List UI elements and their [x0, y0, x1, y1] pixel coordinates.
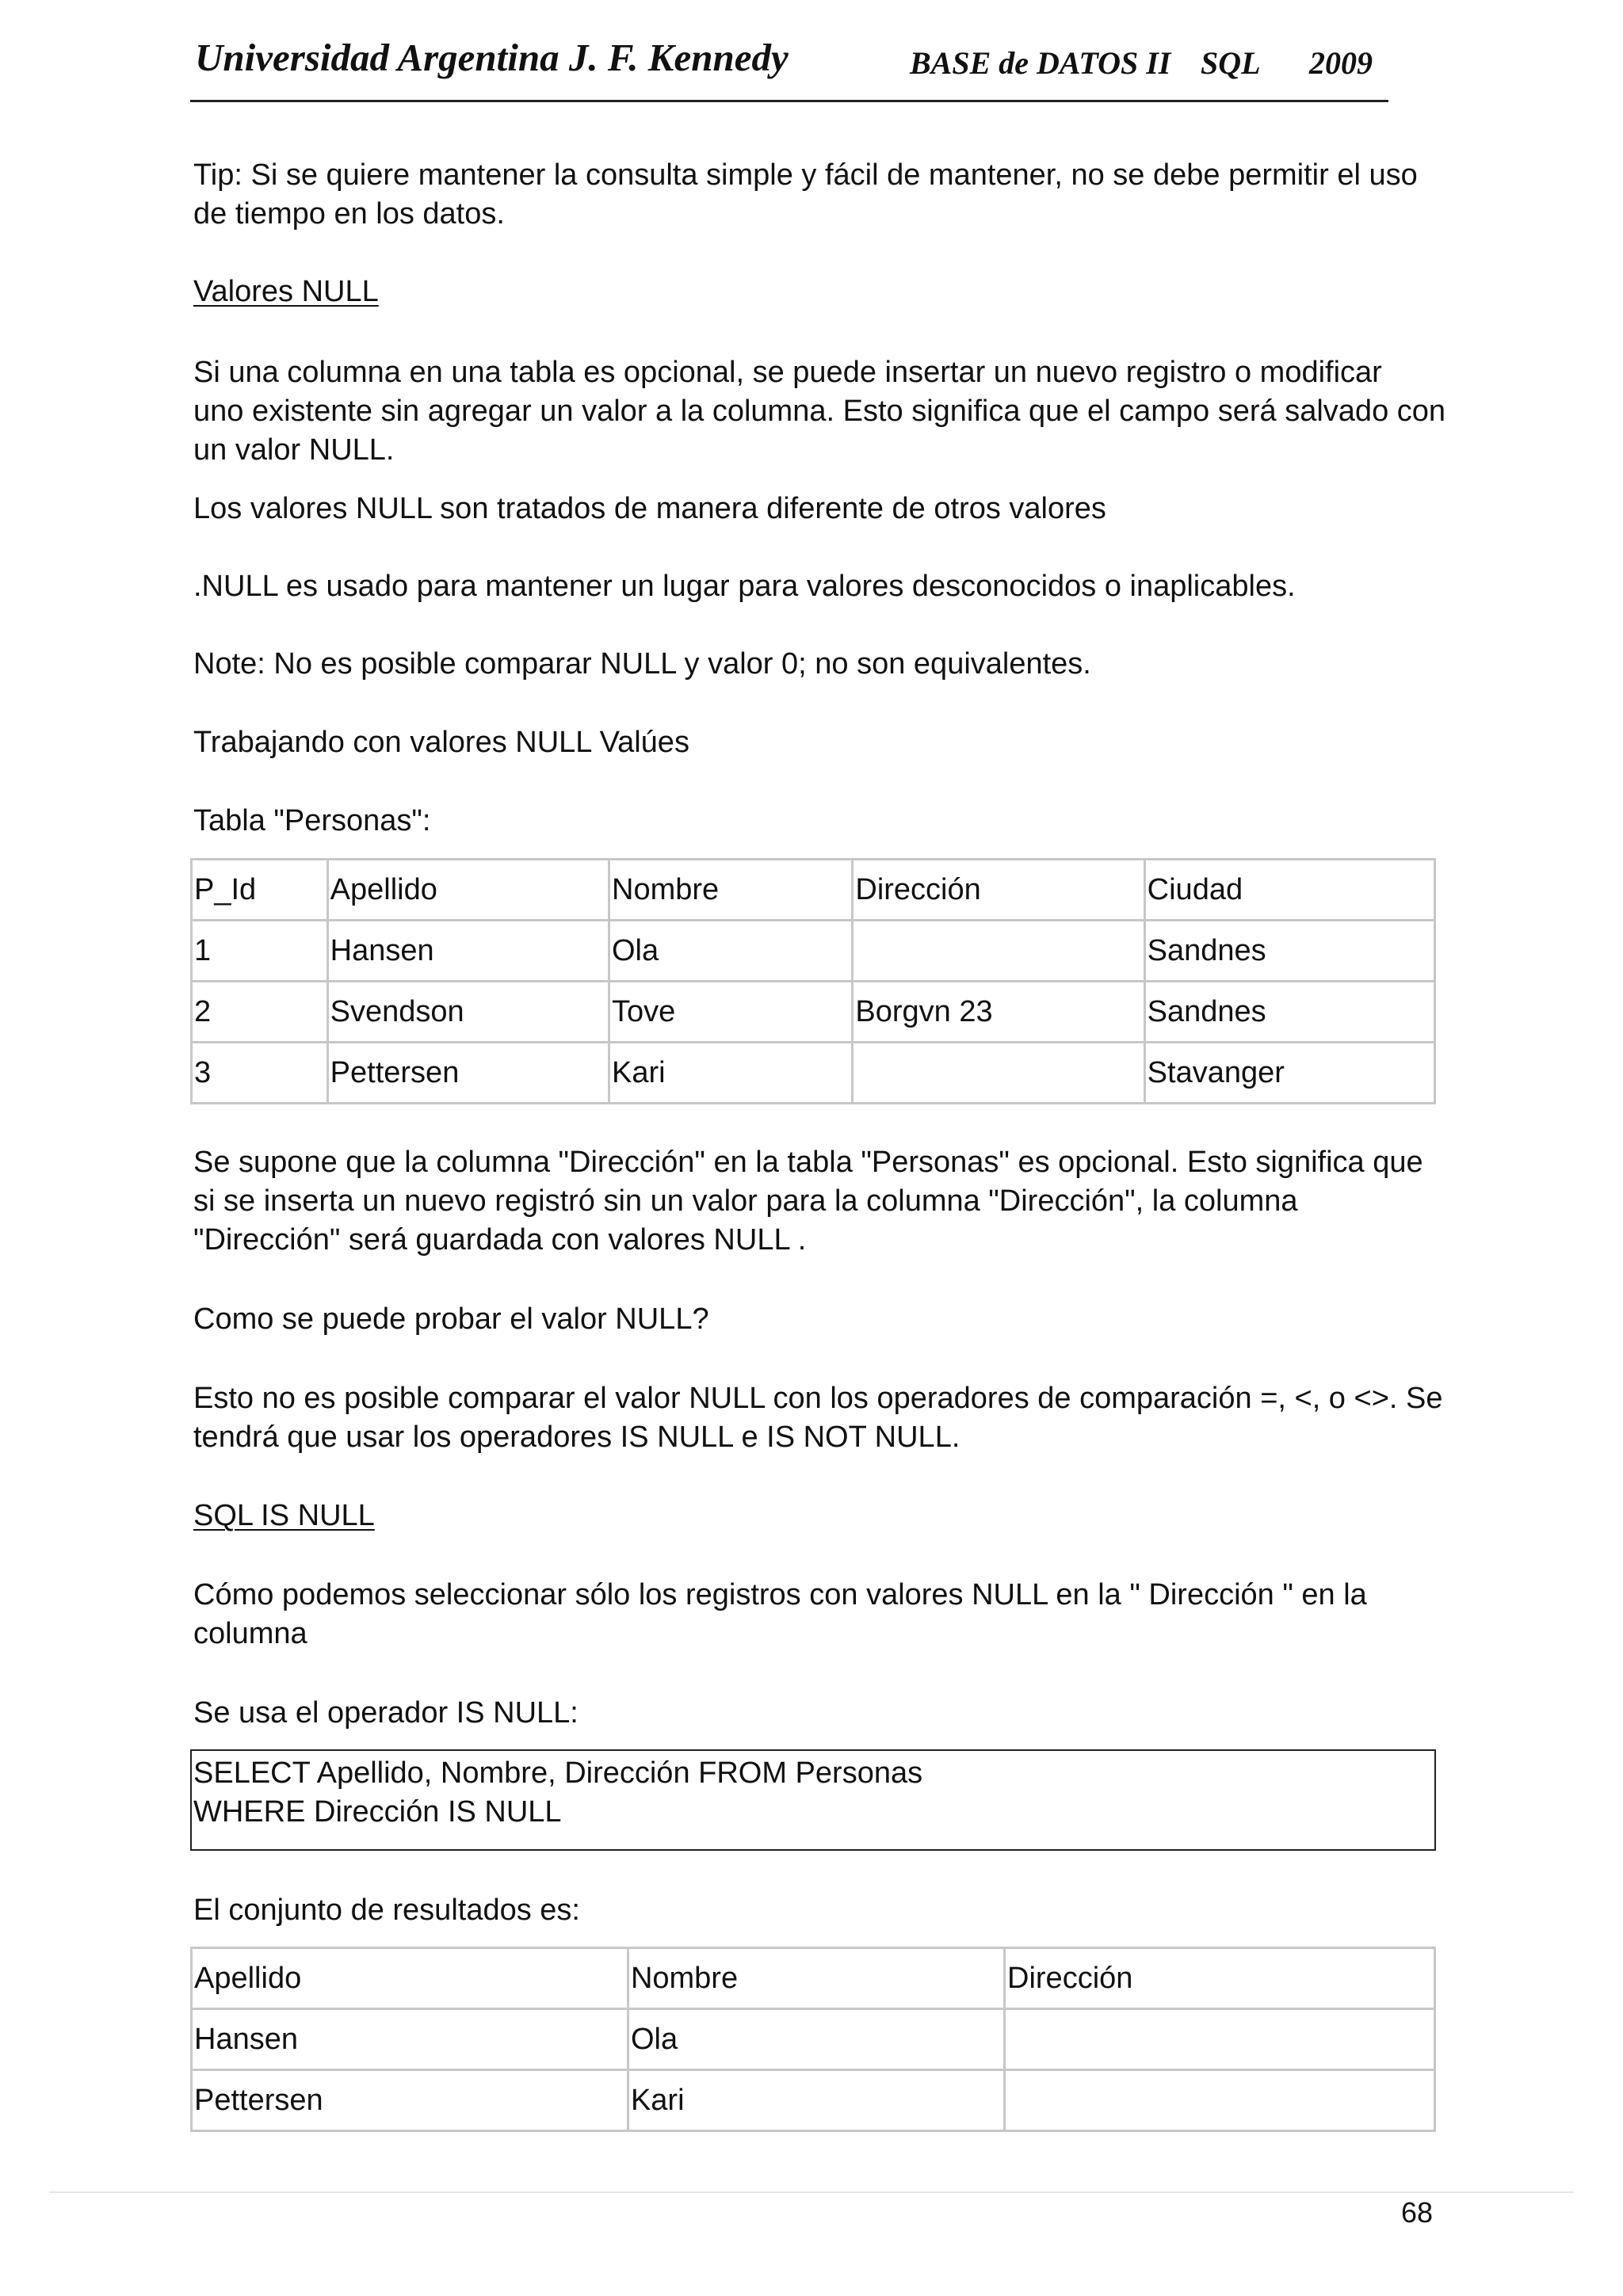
- table-cell: Stavanger: [1144, 1043, 1434, 1104]
- personas-table: [190, 858, 1436, 1104]
- supone-line-1: Se supone que la columna "Dirección" en la tabla "Personas" es opcional. Esto significa que: [193, 1146, 1423, 1179]
- table-cell: [853, 921, 1144, 982]
- table-row: [192, 2070, 1435, 2131]
- table-cell: Ola: [609, 921, 853, 982]
- paragraph-1-line-2: uno existente sin agregar un valor a la columna. Esto significa que el campo será salvado con: [193, 395, 1446, 428]
- table-cell: 3: [192, 1043, 328, 1104]
- se-usa-label: Se usa el operador IS NULL:: [193, 1696, 579, 1730]
- table-header-cell: Nombre: [609, 860, 853, 921]
- header-subject: SQL: [1201, 45, 1261, 81]
- table-header-cell: Apellido: [192, 1948, 628, 2009]
- como-seleccionar-line-1: Cómo podemos seleccionar sólo los registros con valores NULL en la " Dirección " en la: [193, 1578, 1367, 1611]
- table-cell: Sandnes: [1144, 921, 1434, 982]
- table-header-cell: Dirección: [1005, 1948, 1435, 2009]
- table-row: [192, 921, 1435, 982]
- table-cell: Hansen: [192, 2009, 628, 2070]
- sql-code-box: [190, 1749, 1436, 1851]
- paragraph-1-line-1: Si una columna en una tabla es opcional, se puede insertar un nuevo registro o modificar: [193, 356, 1382, 389]
- note-paragraph: Note: No es posible comparar NULL y valor 0; no son equivalentes.: [193, 647, 1091, 681]
- header-rule: [190, 100, 1388, 102]
- sql-code-line-2: WHERE Dirección IS NULL: [193, 1795, 562, 1829]
- como-seleccionar-line-2: columna: [193, 1617, 307, 1650]
- tabla-label: Tabla "Personas":: [193, 804, 431, 837]
- table-row: [192, 2009, 1435, 2070]
- header-university: Universidad Argentina J. F. Kennedy: [195, 36, 789, 79]
- table-header-row: [192, 860, 1435, 921]
- resultado-label: El conjunto de resultados es:: [193, 1894, 580, 1927]
- table-header-row: [192, 1948, 1435, 2009]
- paragraph-3: .NULL es usado para mantener un lugar para valores desconocidos o inaplicables.: [193, 570, 1296, 603]
- table-cell: Svendson: [327, 982, 609, 1043]
- table-header-cell: P_Id: [192, 860, 328, 921]
- supone-line-2: si se inserta un nuevo registró sin un valor para la columna "Dirección", la columna: [193, 1184, 1298, 1218]
- section-heading-sql-is-null: SQL IS NULL: [193, 1499, 375, 1532]
- table-cell: 2: [192, 982, 328, 1043]
- esto-line-1: Esto no es posible comparar el valor NULL con los operadores de comparación =, <, o <>. Se: [193, 1382, 1443, 1415]
- trabajando-heading: Trabajando con valores NULL Valúes: [193, 726, 689, 759]
- header-course: BASE de DATOS II: [910, 45, 1171, 81]
- table-cell: Sandnes: [1144, 982, 1434, 1043]
- table-header-cell: Ciudad: [1144, 860, 1434, 921]
- table-cell: Tove: [609, 982, 853, 1043]
- table-header-cell: Nombre: [628, 1948, 1004, 2009]
- table-row: [192, 1043, 1435, 1104]
- table-cell: Ola: [628, 2009, 1004, 2070]
- header-year: 2009: [1309, 45, 1373, 81]
- result-table: [190, 1947, 1436, 2132]
- table-cell: [1005, 2009, 1435, 2070]
- paragraph-1-line-3: un valor NULL.: [193, 433, 395, 467]
- esto-line-2: tendrá que usar los operadores IS NULL e IS NOT NULL.: [193, 1421, 960, 1454]
- paragraph-2: Los valores NULL son tratados de manera diferente de otros valores: [193, 492, 1106, 525]
- table-cell: [1005, 2070, 1435, 2131]
- sql-code-line-1: SELECT Apellido, Nombre, Dirección FROM Personas: [193, 1756, 923, 1790]
- table-header-cell: Apellido: [327, 860, 609, 921]
- page-number: 68: [1401, 2196, 1434, 2229]
- tip-line-2: de tiempo en los datos.: [193, 197, 505, 231]
- como-probar: Como se puede probar el valor NULL?: [193, 1302, 709, 1336]
- table-cell: Pettersen: [327, 1043, 609, 1104]
- footer-rule: [49, 2191, 1574, 2193]
- section-heading-valores-null: Valores NULL: [193, 275, 379, 308]
- table-cell: Kari: [609, 1043, 853, 1104]
- supone-line-3: "Dirección" será guardada con valores NULL .: [193, 1223, 807, 1257]
- table-cell: Borgvn 23: [853, 982, 1144, 1043]
- table-cell: Hansen: [327, 921, 609, 982]
- table-cell: 1: [192, 921, 328, 982]
- tip-line-1: Tip: Si se quiere mantener la consulta simple y fácil de mantener, no se debe permitir el uso: [193, 158, 1418, 192]
- table-cell: [853, 1043, 1144, 1104]
- table-row: [192, 982, 1435, 1043]
- table-cell: Pettersen: [192, 2070, 628, 2131]
- table-cell: Kari: [628, 2070, 1004, 2131]
- table-header-cell: Dirección: [853, 860, 1144, 921]
